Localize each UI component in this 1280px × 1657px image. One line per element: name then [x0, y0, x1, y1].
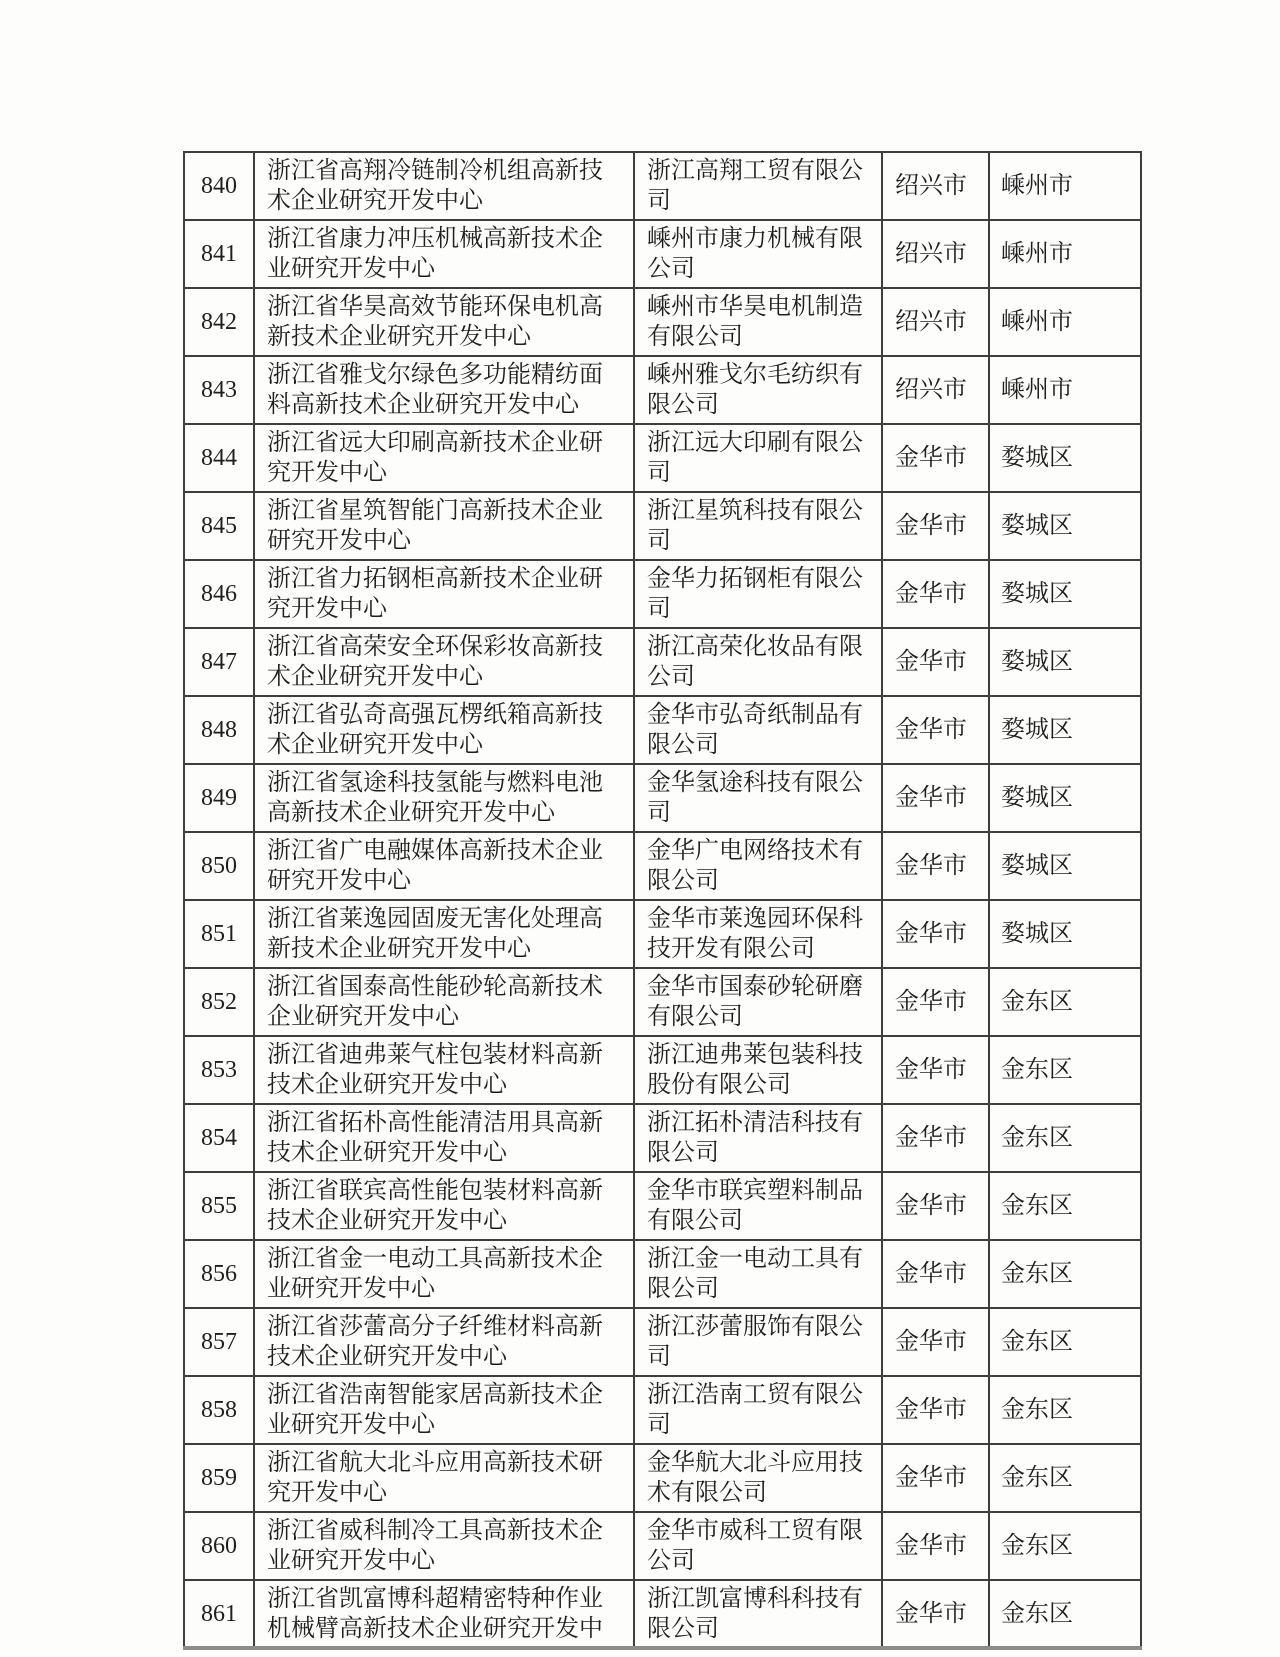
district-cell: 婺城区 [989, 492, 1141, 560]
district-cell: 嵊州市 [989, 152, 1141, 220]
center-name-cell: 浙江省国泰高性能砂轮高新技术企业研究开发中心 [254, 968, 634, 1036]
table-row [184, 696, 1141, 764]
center-name-cell: 浙江省康力冲压机械高新技术企业研究开发中心 [254, 220, 634, 288]
company-name-cell: 浙江金一电动工具有限公司 [634, 1240, 882, 1308]
row-number-cell: 845 [184, 492, 254, 560]
city-cell: 金华市 [882, 1376, 989, 1444]
city-cell: 金华市 [882, 900, 989, 968]
company-name-cell: 嵊州市华昊电机制造有限公司 [634, 288, 882, 356]
center-name-cell: 浙江省力拓钢柜高新技术企业研究开发中心 [254, 560, 634, 628]
table-row [184, 1444, 1141, 1512]
company-name-cell: 金华市国泰砂轮研磨有限公司 [634, 968, 882, 1036]
center-name-cell: 浙江省联宾高性能包装材料高新技术企业研究开发中心 [254, 1172, 634, 1240]
row-number-cell: 848 [184, 696, 254, 764]
rd-centers-table [183, 151, 1142, 1650]
company-name-cell: 金华力拓钢柜有限公司 [634, 560, 882, 628]
district-cell: 金东区 [989, 1036, 1141, 1104]
company-name-cell: 浙江拓朴清洁科技有限公司 [634, 1104, 882, 1172]
table-row [184, 356, 1141, 424]
city-cell: 金华市 [882, 424, 989, 492]
district-cell: 金东区 [989, 968, 1141, 1036]
center-name-cell: 浙江省航大北斗应用高新技术研究开发中心 [254, 1444, 634, 1512]
table-row [184, 1512, 1141, 1580]
company-name-cell: 金华市威科工贸有限公司 [634, 1512, 882, 1580]
city-cell: 金华市 [882, 1308, 989, 1376]
table-row [184, 968, 1141, 1036]
district-cell: 婺城区 [989, 424, 1141, 492]
city-cell: 金华市 [882, 628, 989, 696]
row-number-cell: 853 [184, 1036, 254, 1104]
table-row [184, 1172, 1141, 1240]
district-cell: 婺城区 [989, 560, 1141, 628]
table-row [184, 900, 1141, 968]
table-row [184, 764, 1141, 832]
company-name-cell: 金华市弘奇纸制品有限公司 [634, 696, 882, 764]
company-name-cell: 金华广电网络技术有限公司 [634, 832, 882, 900]
company-name-cell: 嵊州雅戈尔毛纺织有限公司 [634, 356, 882, 424]
table-row [184, 628, 1141, 696]
city-cell: 金华市 [882, 1580, 989, 1648]
city-cell: 金华市 [882, 1512, 989, 1580]
company-name-cell: 浙江凯富博科科技有限公司 [634, 1580, 882, 1648]
table-body [184, 152, 1141, 1648]
center-name-cell: 浙江省莱逸园固废无害化处理高新技术企业研究开发中心 [254, 900, 634, 968]
district-cell: 婺城区 [989, 764, 1141, 832]
row-number-cell: 842 [184, 288, 254, 356]
city-cell: 绍兴市 [882, 288, 989, 356]
center-name-cell: 浙江省浩南智能家居高新技术企业研究开发中心 [254, 1376, 634, 1444]
table-row [184, 1104, 1141, 1172]
city-cell: 金华市 [882, 1104, 989, 1172]
city-cell: 金华市 [882, 832, 989, 900]
district-cell: 金东区 [989, 1512, 1141, 1580]
city-cell: 金华市 [882, 560, 989, 628]
city-cell: 金华市 [882, 1036, 989, 1104]
row-number-cell: 849 [184, 764, 254, 832]
row-number-cell: 856 [184, 1240, 254, 1308]
row-number-cell: 846 [184, 560, 254, 628]
table-row [184, 288, 1141, 356]
city-cell: 金华市 [882, 1444, 989, 1512]
table-row [184, 1240, 1141, 1308]
table-row [184, 220, 1141, 288]
center-name-cell: 浙江省华昊高效节能环保电机高新技术企业研究开发中心 [254, 288, 634, 356]
table-row [184, 1376, 1141, 1444]
city-cell: 金华市 [882, 764, 989, 832]
city-cell: 金华市 [882, 1240, 989, 1308]
district-cell: 婺城区 [989, 628, 1141, 696]
row-number-cell: 852 [184, 968, 254, 1036]
district-cell: 嵊州市 [989, 356, 1141, 424]
row-number-cell: 858 [184, 1376, 254, 1444]
row-number-cell: 861 [184, 1580, 254, 1648]
center-name-cell: 浙江省星筑智能门高新技术企业研究开发中心 [254, 492, 634, 560]
district-cell: 金东区 [989, 1104, 1141, 1172]
table-row [184, 1308, 1141, 1376]
district-cell: 金东区 [989, 1376, 1141, 1444]
center-name-cell: 浙江省威科制冷工具高新技术企业研究开发中心 [254, 1512, 634, 1580]
city-cell: 金华市 [882, 492, 989, 560]
center-name-cell: 浙江省高翔冷链制冷机组高新技术企业研究开发中心 [254, 152, 634, 220]
city-cell: 绍兴市 [882, 220, 989, 288]
city-cell: 绍兴市 [882, 152, 989, 220]
center-name-cell: 浙江省广电融媒体高新技术企业研究开发中心 [254, 832, 634, 900]
city-cell: 金华市 [882, 1172, 989, 1240]
table-row [184, 1036, 1141, 1104]
center-name-cell: 浙江省莎蕾高分子纤维材料高新技术企业研究开发中心 [254, 1308, 634, 1376]
company-name-cell: 浙江迪弗莱包装科技股份有限公司 [634, 1036, 882, 1104]
table-row [184, 560, 1141, 628]
center-name-cell: 浙江省远大印刷高新技术企业研究开发中心 [254, 424, 634, 492]
row-number-cell: 859 [184, 1444, 254, 1512]
company-name-cell: 浙江高翔工贸有限公司 [634, 152, 882, 220]
center-name-cell: 浙江省金一电动工具高新技术企业研究开发中心 [254, 1240, 634, 1308]
center-name-cell: 浙江省高荣安全环保彩妆高新技术企业研究开发中心 [254, 628, 634, 696]
district-cell: 婺城区 [989, 832, 1141, 900]
row-number-cell: 843 [184, 356, 254, 424]
district-cell: 金东区 [989, 1240, 1141, 1308]
row-number-cell: 841 [184, 220, 254, 288]
row-number-cell: 847 [184, 628, 254, 696]
table-row [184, 1580, 1141, 1648]
company-name-cell: 浙江高荣化妆品有限公司 [634, 628, 882, 696]
center-name-cell: 浙江省弘奇高强瓦楞纸箱高新技术企业研究开发中心 [254, 696, 634, 764]
district-cell: 婺城区 [989, 900, 1141, 968]
city-cell: 金华市 [882, 696, 989, 764]
district-cell: 金东区 [989, 1308, 1141, 1376]
company-name-cell: 浙江远大印刷有限公司 [634, 424, 882, 492]
company-name-cell: 金华市联宾塑料制品有限公司 [634, 1172, 882, 1240]
city-cell: 绍兴市 [882, 356, 989, 424]
table-row [184, 152, 1141, 220]
district-cell: 婺城区 [989, 696, 1141, 764]
district-cell: 金东区 [989, 1580, 1141, 1648]
company-name-cell: 嵊州市康力机械有限公司 [634, 220, 882, 288]
city-cell: 金华市 [882, 968, 989, 1036]
row-number-cell: 850 [184, 832, 254, 900]
table-row [184, 492, 1141, 560]
company-name-cell: 金华氢途科技有限公司 [634, 764, 882, 832]
district-cell: 金东区 [989, 1172, 1141, 1240]
district-cell: 嵊州市 [989, 288, 1141, 356]
table-row [184, 424, 1141, 492]
center-name-cell: 浙江省雅戈尔绿色多功能精纺面料高新技术企业研究开发中心 [254, 356, 634, 424]
district-cell: 嵊州市 [989, 220, 1141, 288]
company-name-cell: 浙江星筑科技有限公司 [634, 492, 882, 560]
row-number-cell: 860 [184, 1512, 254, 1580]
company-name-cell: 金华航大北斗应用技术有限公司 [634, 1444, 882, 1512]
center-name-cell: 浙江省拓朴高性能清洁用具高新技术企业研究开发中心 [254, 1104, 634, 1172]
row-number-cell: 851 [184, 900, 254, 968]
row-number-cell: 844 [184, 424, 254, 492]
center-name-cell: 浙江省氢途科技氢能与燃料电池高新技术企业研究开发中心 [254, 764, 634, 832]
district-cell: 金东区 [989, 1444, 1141, 1512]
table-row [184, 832, 1141, 900]
row-number-cell: 840 [184, 152, 254, 220]
company-name-cell: 浙江浩南工贸有限公司 [634, 1376, 882, 1444]
row-number-cell: 857 [184, 1308, 254, 1376]
center-name-cell: 浙江省凯富博科超精密特种作业机械臂高新技术企业研究开发中 [254, 1580, 634, 1648]
row-number-cell: 854 [184, 1104, 254, 1172]
center-name-cell: 浙江省迪弗莱气柱包装材料高新技术企业研究开发中心 [254, 1036, 634, 1104]
company-name-cell: 金华市莱逸园环保科技开发有限公司 [634, 900, 882, 968]
row-number-cell: 855 [184, 1172, 254, 1240]
company-name-cell: 浙江莎蕾服饰有限公司 [634, 1308, 882, 1376]
